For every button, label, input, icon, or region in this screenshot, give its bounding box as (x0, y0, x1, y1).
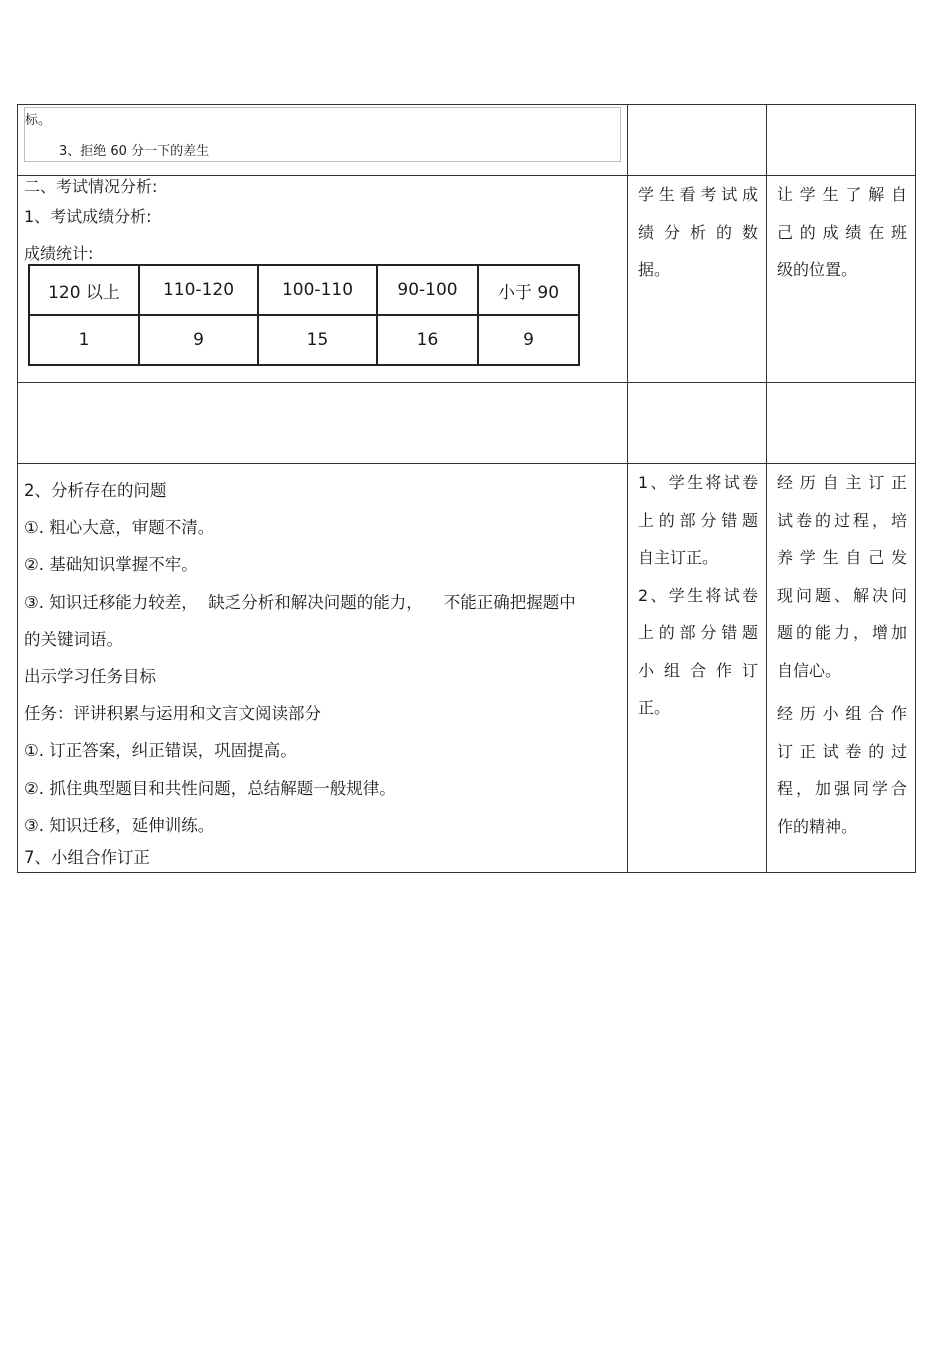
activity-line: 上的部分错题 (638, 510, 758, 530)
table-row (18, 176, 916, 383)
score-header: 120 以上 (29, 265, 139, 315)
intent-line: 订正试卷的过 (777, 741, 907, 761)
problem-item: ②. 基础知识掌握不牢。 (24, 555, 198, 575)
group-correction-heading: 7、小组合作订正 (24, 848, 150, 868)
table-row (18, 105, 916, 176)
lesson-plan-table (17, 104, 916, 873)
activity-line: 自主订正。 (638, 548, 719, 567)
table-row (18, 464, 916, 873)
content-cell (18, 464, 628, 873)
intent-line: 题的能力，增加 (777, 623, 907, 642)
intent-line: 程，加强同学合 (777, 779, 907, 798)
score-header: 100-110 (258, 265, 377, 315)
score-value: 9 (478, 315, 579, 365)
score-value: 9 (139, 315, 258, 365)
score-value: 1 (29, 315, 139, 365)
problem-item-continued: 的关键词语。 (24, 629, 123, 649)
task-item: ②. 抓住典型题目和共性问题，总结解题一般规律。 (24, 778, 396, 798)
content-cell (18, 105, 628, 176)
analysis-heading: 2、分析存在的问题 (24, 481, 167, 500)
activity-line: 学生看考试成 (638, 185, 758, 204)
intent-line: 养学生自己发 (777, 548, 907, 567)
intent-line: 经历小组合作 (777, 704, 907, 723)
activity-line: 正。 (638, 698, 671, 717)
content-cell (18, 383, 628, 464)
intent-line: 试卷的过程，培 (777, 510, 907, 530)
score-value: 16 (377, 315, 478, 365)
intent-line: 级的位置。 (777, 260, 858, 279)
student-activity-cell (628, 464, 767, 873)
table-row (18, 383, 916, 464)
problem-item: ①. 粗心大意，审题不清。 (24, 518, 215, 538)
score-value: 15 (258, 315, 377, 365)
design-intent-cell (767, 105, 916, 176)
activity-line: 绩分析的数 (638, 222, 758, 242)
score-header: 90-100 (377, 265, 478, 315)
activity-line: 2、学生将试卷 (638, 585, 758, 605)
task-description: 任务：评讲积累与运用和文言文阅读部分 (24, 704, 321, 724)
task-goal-heading: 出示学习任务目标 (24, 667, 156, 687)
task-item: ③. 知识迁移，延伸训练。 (24, 815, 215, 835)
goal-line: 3、拒绝 60 分一下的差生 (59, 144, 210, 159)
goal-box (24, 107, 621, 162)
score-header: 110-120 (139, 265, 258, 315)
score-table (28, 264, 580, 366)
activity-line: 据。 (638, 260, 671, 279)
design-intent-cell (767, 383, 916, 464)
problem-item: ③. 知识迁移能力较差， 缺乏分析和解决问题的能力， 不能正确把握题中 (24, 592, 576, 612)
intent-line: 己的成绩在班 (777, 222, 907, 242)
content-cell (18, 176, 628, 383)
score-header: 小于 90 (478, 265, 579, 315)
intent-line: 作的精神。 (777, 816, 858, 836)
intent-line: 现问题、解决问 (777, 585, 907, 605)
section-heading: 二、考试情况分析: (24, 177, 158, 196)
task-item: ①. 订正答案，纠正错误，巩固提高。 (24, 741, 297, 761)
activity-line: 1、学生将试卷 (638, 473, 758, 492)
activity-line: 小组合作订 (638, 660, 758, 680)
design-intent-cell (767, 464, 916, 873)
intent-line: 让学生了解自 (777, 185, 907, 204)
goal-line: 标。 (25, 113, 52, 128)
score-value-row (29, 315, 579, 365)
score-header-row (29, 265, 579, 315)
student-activity-cell (628, 105, 767, 176)
activity-line: 上的部分错题 (638, 623, 758, 642)
design-intent-cell (767, 176, 916, 383)
intent-line: 自信心。 (777, 660, 842, 680)
student-activity-cell (628, 383, 767, 464)
subheading: 成绩统计: (24, 244, 94, 263)
subheading: 1、考试成绩分析: (24, 207, 152, 226)
intent-line: 经历自主订正 (777, 473, 907, 492)
student-activity-cell (628, 176, 767, 383)
